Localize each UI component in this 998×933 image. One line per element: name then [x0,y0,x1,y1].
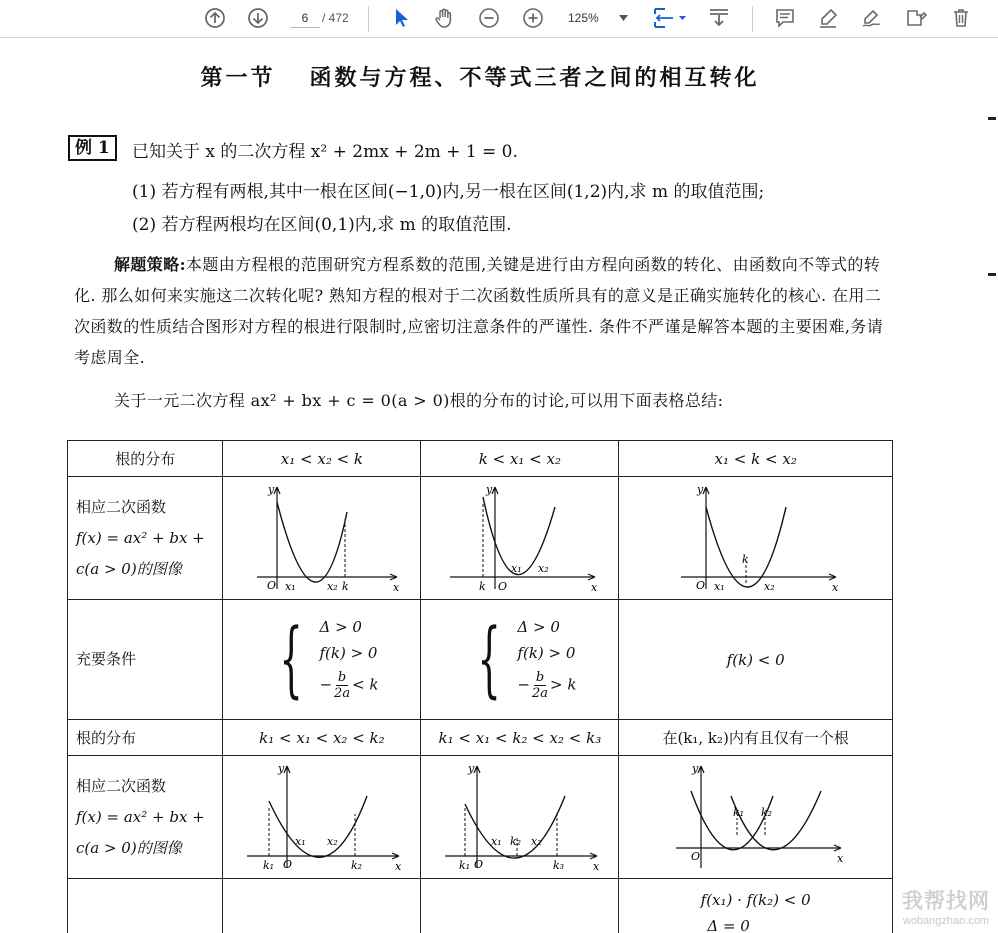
case-header: k < x₁ < x₂ [421,441,619,477]
origin-label: O [282,858,292,871]
condition-cell: f(k) < 0 [619,600,893,720]
axis-y-label: y [696,483,703,496]
edit-pdf-icon [904,7,928,29]
row-label [68,756,223,879]
case-header: x₁ < k < x₂ [619,441,893,477]
k-label: k [478,580,486,593]
graph-cell [421,756,619,879]
edit-pdf-button[interactable] [902,5,930,31]
k2-label: k₂ [509,835,521,848]
condition-line: − $\frac{b}{2a}$ > k [517,670,577,701]
graph-cell [619,477,893,600]
zoom-in-button[interactable] [520,5,546,31]
strategy-paragraph [74,249,894,373]
margin-mark [988,273,996,276]
graph-cell [619,756,893,879]
label-line: 相应二次函数 [76,497,167,516]
hand-tool-icon [433,7,455,29]
origin-label: O [497,580,507,593]
graph-cell [421,477,619,600]
axis-y-label: y [467,762,475,775]
root-x2-label: x₂ [326,580,338,593]
strategy-label: 解题策略: [114,255,186,274]
example-label: 例 1 [68,135,117,161]
k1-label: k₁ [458,859,470,872]
strategy-text: 本题由方程根的范围研究方程系数的范围,关键是进行由方程向函数的转化、由函数向不等式的转化. 那么如何来实施这二次转化呢? 熟知方程的根对于二次函数性质所具有的意义是正确实施转化的核心. 在用二次函数的性质结合图形对方程的根进行限制时,应密切注意条件的严谨性. 条件不严谨是解答本题的主要困难,务请考虑周全. [74,255,884,367]
label-line: c(a > 0)的图像 [76,559,182,578]
page-fit-icon [651,6,687,30]
condition-cell [421,600,619,720]
root-x2-label: x₂ [530,835,542,848]
k3-label: k₃ [552,859,564,872]
highlight-button[interactable] [815,5,841,31]
k-label: k [741,553,749,566]
toolbar-divider [368,6,369,32]
parabola-graph [425,477,615,595]
parabola-graph [227,756,417,874]
parabola-graph [661,477,851,595]
root-x2-label: x₂ [537,562,549,575]
zoom-value: 125% [568,11,599,25]
k2-label: k₂ [350,859,362,872]
watermark-logo-text: 我帮找网 [902,890,990,913]
root-x2-label: x₂ [326,835,338,848]
sign-icon [860,7,884,29]
section-title [0,61,960,92]
k2-label: k₂ [760,806,772,819]
comment-button[interactable] [772,5,798,31]
axis-x-label: x [392,581,400,594]
row-label [68,879,223,933]
watermark [902,885,990,927]
row-label [68,477,223,600]
parabola-graph [661,756,851,874]
row-label: 充要条件 [68,600,223,720]
axis-x-label: x [836,852,843,865]
page-fit-button[interactable] [650,5,688,31]
row-label: 根的分布 [68,441,223,477]
condition-line: − $\frac{b}{2a}$ < k [319,670,379,701]
example-part-2: (2) 若方程两根均在区间(0,1)内,求 m 的取值范围. [132,215,512,235]
page-up-button[interactable] [202,5,228,31]
highlight-pen-icon [817,7,839,29]
example-part-1: (1) 若方程有两根,其中一根在区间(−1,0)内,另一根在区间(1,2)内,求 m 的取值范围; [132,182,765,202]
case-header: x₁ < x₂ < k [223,441,421,477]
label-line: 相应二次函数 [76,776,167,795]
label-line: f(x) = ax² + bx + [76,807,205,826]
scroll-mode-icon [707,7,731,29]
origin-label: O [690,850,700,863]
condition-cell [223,600,421,720]
axis-x-label: x [592,860,600,873]
chevron-down-icon [619,15,628,21]
root-x1-label: x₁ [713,580,725,593]
select-cursor-icon [391,7,411,29]
condition-line: f(k) > 0 [517,644,576,662]
origin-label: O [473,858,483,871]
condition-cell [223,879,421,933]
parabola-graph [227,477,417,595]
condition-line: Δ > 0 [319,618,362,636]
zoom-select[interactable] [562,8,632,28]
brace-symbol: { [279,611,304,707]
watermark-url: wobangzhao.com [902,915,990,927]
case-header: k₁ < x₁ < k₂ < x₂ < k₃ [421,720,619,756]
zoom-out-icon [478,7,500,29]
axis-x-label: x [831,581,838,594]
axis-y-label: y [277,762,285,775]
scroll-mode-button[interactable] [704,5,734,31]
axis-y-label: y [691,762,698,775]
case-header: 在(k₁, k₂)内有且仅有一个根 [619,720,893,756]
condition-line: Δ > 0 [517,618,560,636]
zoom-out-button[interactable] [476,5,502,31]
zoom-in-icon [522,7,544,29]
toolbar-divider [752,6,753,32]
k-label: k [341,580,349,593]
axis-y-label: y [267,483,275,496]
condition-line: Δ = 0 [707,917,750,933]
origin-label: O [266,579,276,592]
parabola-graph [425,756,615,874]
root-x1-label: x₁ [490,835,502,848]
label-line: c(a > 0)的图像 [76,838,182,857]
root-distribution-table [67,440,893,933]
axis-x-label: x [394,860,402,873]
page-up-icon [204,7,226,29]
hand-tool-button[interactable] [430,5,458,31]
root-x1-label: x₁ [294,835,306,848]
root-x1-label: x₁ [510,562,522,575]
row-label: 根的分布 [68,720,223,756]
k1-label: k₁ [262,859,274,872]
label-line: f(x) = ax² + bx + [76,528,205,547]
axis-x-label: x [590,581,598,594]
comment-icon [774,7,796,29]
delete-icon [950,7,972,29]
root-x1-label: x₁ [284,580,296,593]
condition-cell [421,879,619,933]
delete-button[interactable] [948,5,974,31]
section-number: 第一节 [200,65,276,91]
page-number-input[interactable] [290,8,320,28]
axis-y-label: y [485,483,493,496]
page-down-button[interactable] [245,5,271,31]
case-header: k₁ < x₁ < x₂ < k₂ [223,720,421,756]
pdf-toolbar [0,0,998,38]
margin-mark [988,117,996,120]
section-heading: 函数与方程、不等式三者之间的相互转化 [309,65,760,91]
select-tool-button[interactable] [388,5,414,31]
page-down-icon [247,7,269,29]
k1-label: k₁ [732,806,744,819]
graph-cell [223,756,421,879]
example-statement: 已知关于 x 的二次方程 x² + 2mx + 2m + 1 = 0. [132,142,518,162]
origin-label: O [695,579,705,592]
condition-line: f(k) > 0 [319,644,378,662]
condition-line: f(x₁) · f(k₂) < 0 [700,891,811,909]
brace-symbol: { [477,611,502,707]
pdf-page-viewport[interactable] [0,39,998,933]
condition-cell [619,879,893,933]
page-total: / 472 [322,11,349,25]
graph-cell [223,477,421,600]
sign-button[interactable] [858,5,886,31]
root-x2-label: x₂ [763,580,775,593]
summary-paragraph: 关于一元二次方程 ax² + bx + c = 0(a > 0)根的分布的讨论,可以用下面表格总结: [114,391,724,410]
